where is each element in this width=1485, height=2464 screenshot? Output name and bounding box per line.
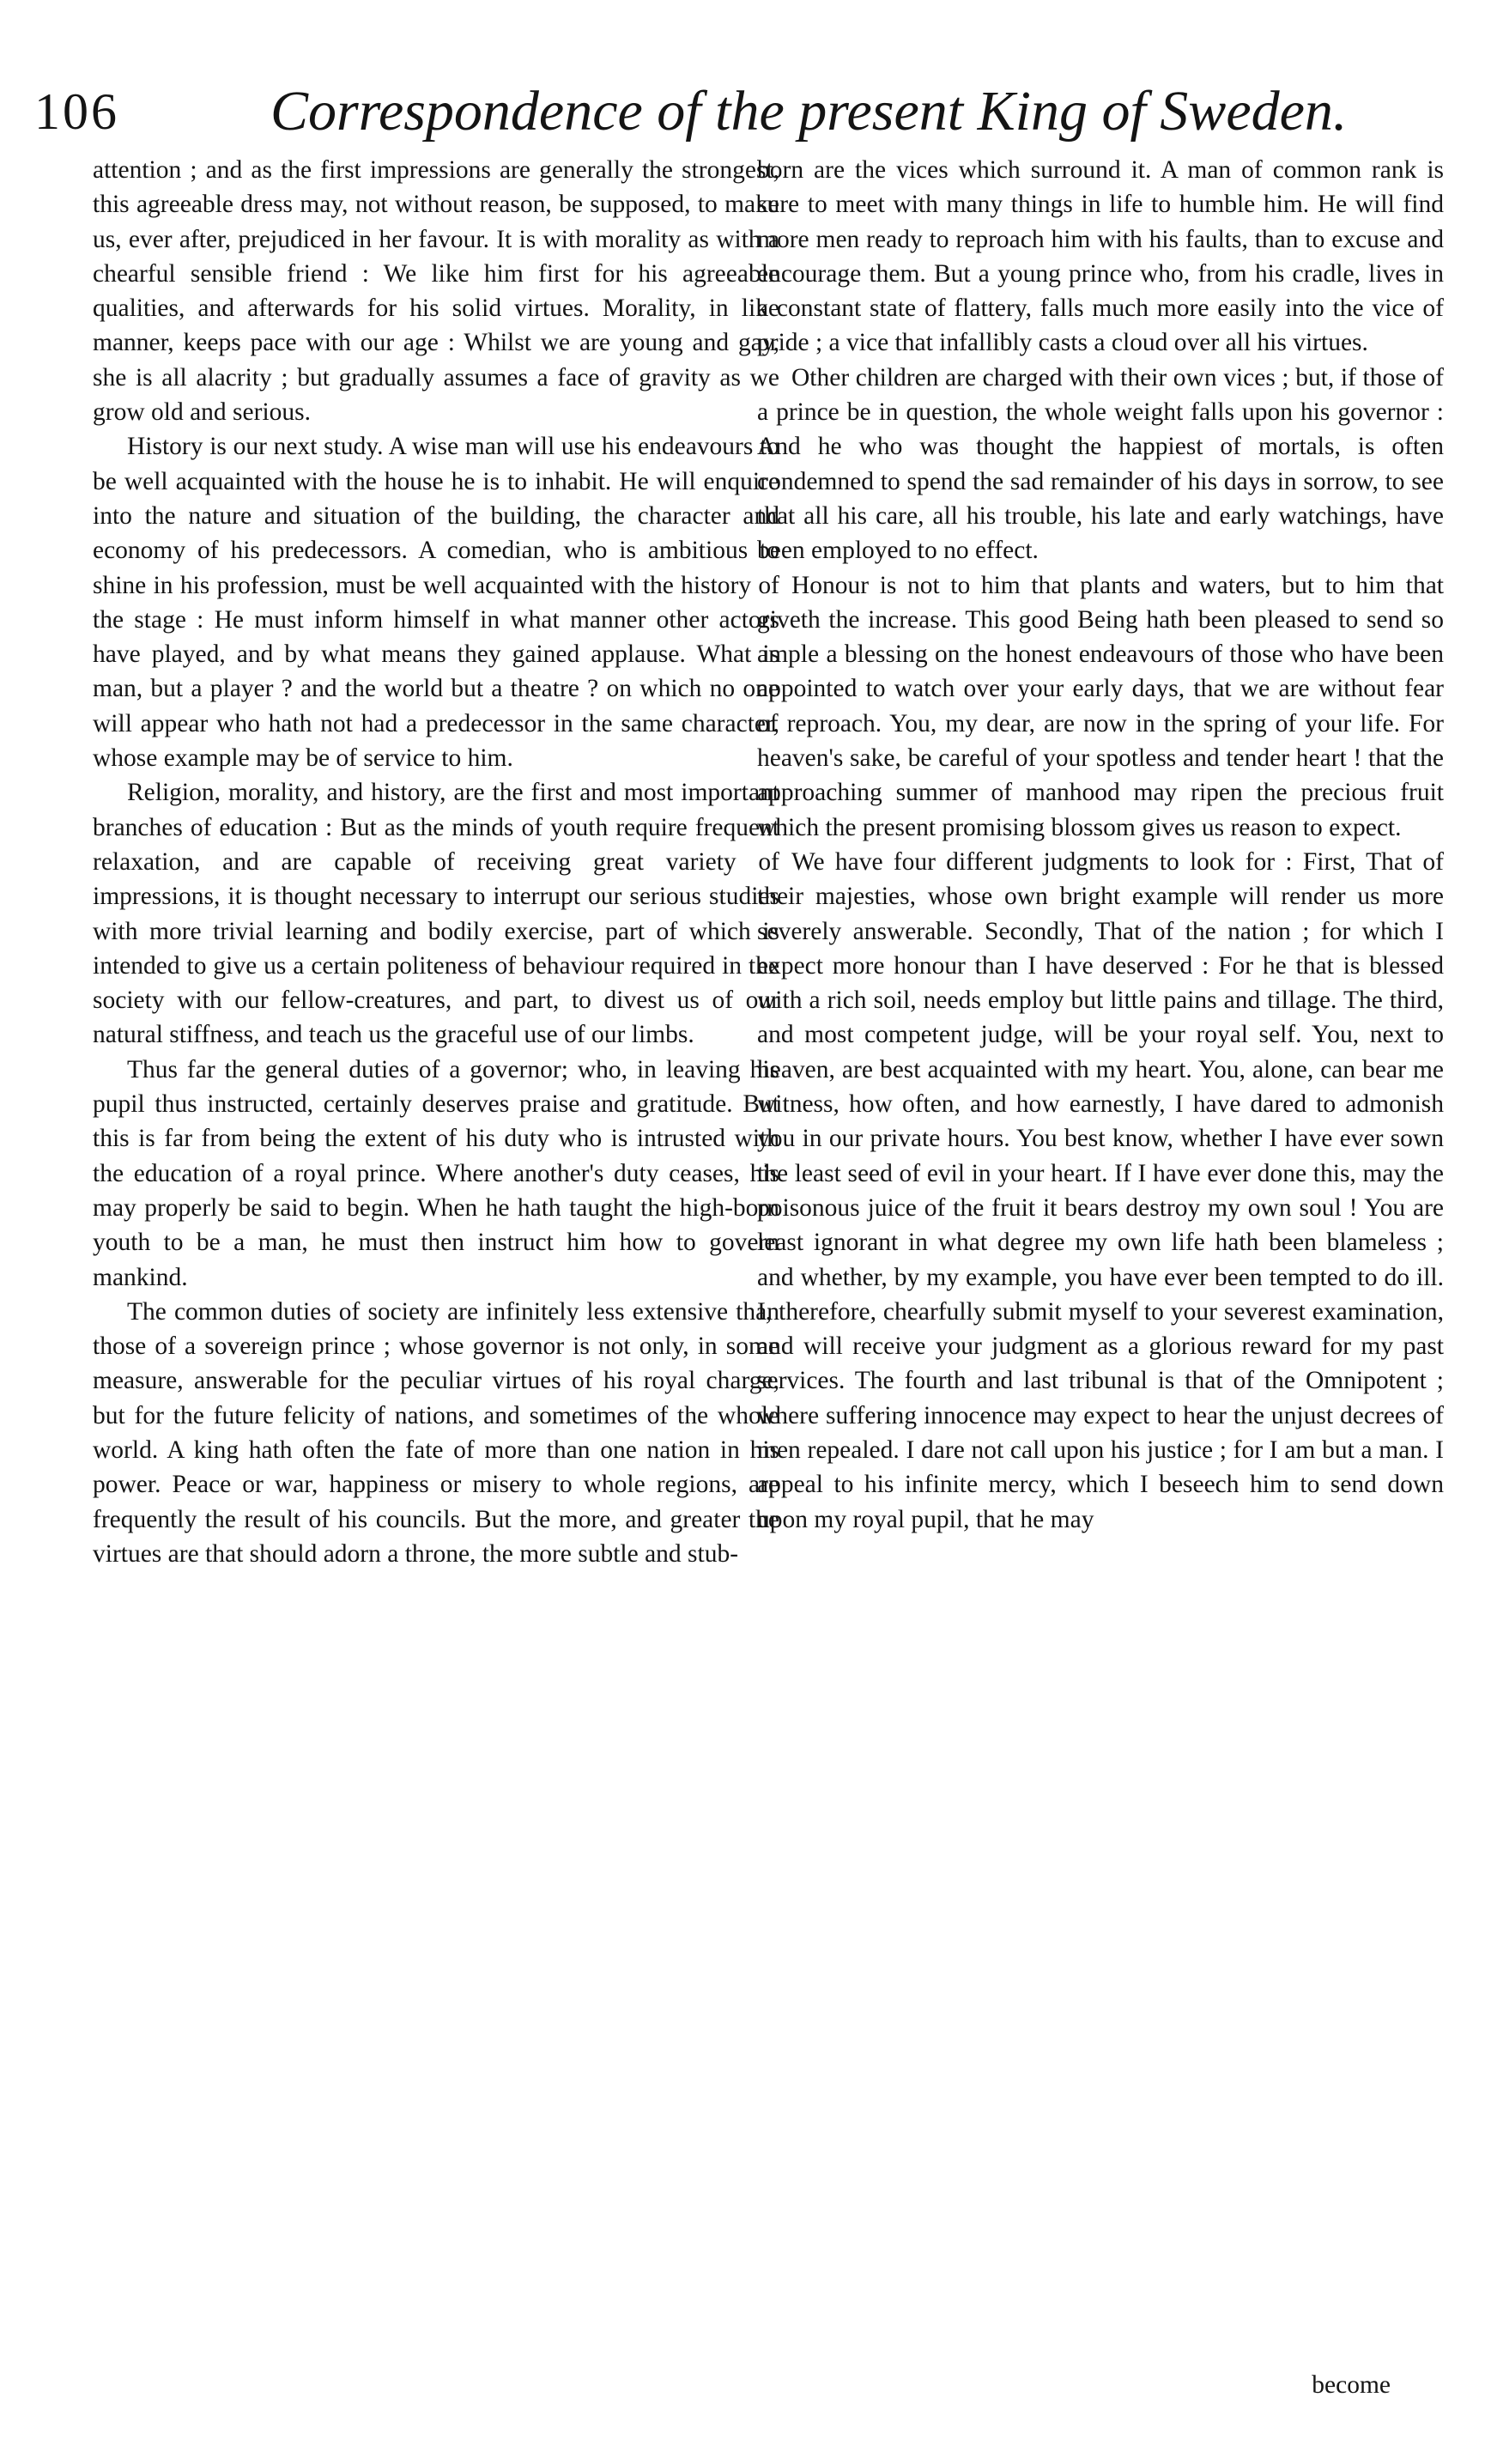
right-column xyxy=(757,153,1444,1537)
left-column xyxy=(93,153,779,1571)
paragraph: The common duties of society are infinitely less extensive than those of a sovereign prince ; whose governor is not only, in some measure, answerable for the peculiar virtues of his royal charge, but for the future felicity of nations, and sometimes of the whole world. A king hath often the fate of more than one nation in his power. Peace or war, happiness or misery to whole regions, are frequently the result of his councils. But the more, and greater the virtues are that should adorn a throne, the more subtle and stub- xyxy=(93,1297,779,1568)
catchword: become xyxy=(1312,2371,1391,2399)
paragraph: We have four different judgments to look for : First, That of their majesties, whose own bright example will render us more severely answerable. Secondly, That of the nation ; for which I expect more honour than I have deserved : For he that is blessed with a rich soil, needs employ but little pains and tillage. The third, and most competent judge, will be your royal self. You, next to heaven, are best acquainted with my heart. You, alone, can bear me witness, how often, and how earnestly, I have dared to admonish you in our private hours. You best know, whether I have ever sown the least seed of evil in your heart. If I have ever done this, may the poisonous juice of the fruit it bears destroy my own soul ! You are least ignorant in what degree my own life hath been blameless ; and whether, by my example, you have ever been tempted to do ill. I, therefore, chearfully submit myself to your severest examination, and will receive your judgment as a glorious reward for my past services. The fourth and last tribunal is that of the Omnipotent ; where suffering innocence may expect to hear the unjust decrees of men repealed. I dare not call upon his justice ; for I am but a man. I appeal to his infinite mercy, which I beseech him to send down upon my royal pupil, that he may xyxy=(757,847,1444,1533)
paragraph: born are the vices which surround it. A man of common rank is sure to meet with many things in life to humble him. He will find more men ready to reproach him with his faults, than to excuse and encourage them. But a young prince who, from his cradle, lives in a constant state of flattery, falls much more easily into the vice of pride ; a vice that infallibly casts a cloud over all his virtues. xyxy=(757,156,1444,357)
running-title: Correspondence of the present King of Sweden. xyxy=(270,80,1348,143)
page-header xyxy=(34,70,1408,153)
paragraph: Other children are charged with their own vices ; but, if those of a prince be in question, the whole weight falls upon his governor : And he who was thought the happiest of mortals, is often condemned to spend the sad remainder of his days in sorrow, to see that all his care, all his trouble, his late and early watchings, have been employed to no effect. xyxy=(757,363,1444,565)
paragraph: History is our next study. A wise man will use his endeavours to be well acquainted with the house he is to inhabit. He will enquire into the nature and situation of the building, the character and economy of his predecessors. A comedian, who is ambitious to shine in his profession, must be well acquainted with the history of the stage : He must inform himself in what manner other actors have played, and by what means they gained applause. What is man, but a player ? and the world but a theatre ? on which no one will appear who hath not had a predecessor in the same character, whose example may be of service to him. xyxy=(93,433,779,773)
paragraph: Thus far the general duties of a governor; who, in leaving his pupil thus instructed, certainly deserves praise and gratitude. But this is far from being the extent of his duty who is intrusted with the education of a royal prince. Where another's duty ceases, his may properly be said to begin. When he hath taught the high-born youth to be a man, he must then instruct him how to govern mankind. xyxy=(93,1055,779,1291)
paragraph: Honour is not to him that plants and waters, but to him that giveth the increase. This good Being hath been pleased to send so ample a blessing on the honest endeavours of those who have been appointed to watch over your early days, that we are without fear of reproach. You, my dear, are now in the spring of your life. For heaven's sake, be careful of your spotless and tender heart ! that the approaching summer of manhood may ripen the precious fruit which the present promising blossom gives us reason to expect. xyxy=(757,571,1444,841)
paragraph: Religion, morality, and history, are the first and most important branches of education : But as the minds of youth require frequent relaxation, and are capable of receiving great variety of impressions, it is thought necessary to interrupt our serious studies with more trivial learning and bodily exercise, part of which is intended to give us a certain politeness of behaviour required in the society with our fellow-creatures, and part, to divest us of our natural stiffness, and teach us the graceful use of our limbs. xyxy=(93,779,779,1049)
page-number: 106 xyxy=(34,83,119,140)
paragraph: attention ; and as the first impressions are generally the strongest, this agreeable dress may, not without reason, be supposed, to make us, ever after, prejudiced in her favour. It is with morality as with a chearful sensible friend : We like him first for his agreeable qualities, and afterwards for his solid virtues. Morality, in like manner, keeps pace with our age : Whilst we are young and gay, she is all alacrity ; but gradually assumes a face of gravity as we grow old and serious. xyxy=(93,156,779,427)
